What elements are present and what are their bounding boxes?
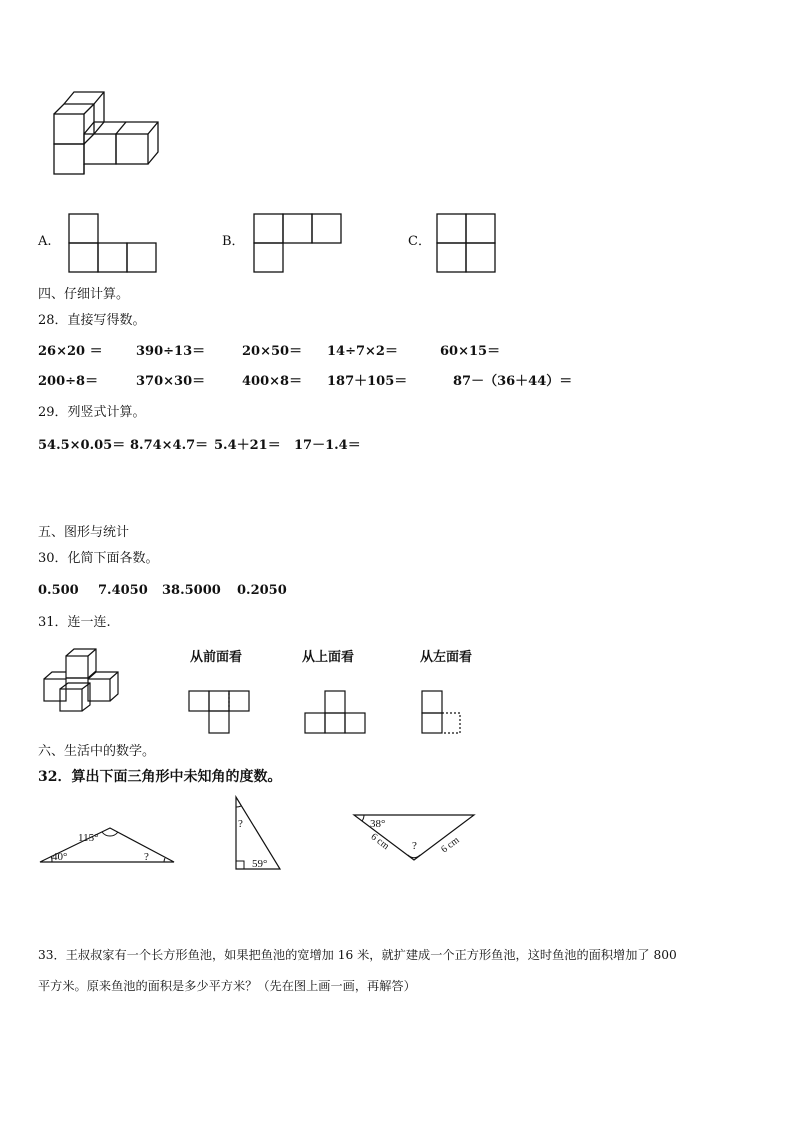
- q32-title: 32．算出下面三角形中未知角的度数。: [38, 769, 282, 785]
- q28-r2-c3: 400×8＝: [242, 374, 303, 389]
- tri1-top-angle: 115°: [78, 832, 99, 844]
- q32-triangle-2: [228, 795, 288, 875]
- q30-item-4: 0.2050: [237, 583, 287, 598]
- q31-cube-figure: [42, 647, 126, 715]
- tri2-bottom-angle: 59°: [252, 858, 268, 870]
- cube-stack-figure: [48, 86, 168, 182]
- option-b-figure: [253, 213, 345, 273]
- q31-view-left-figure: [420, 690, 466, 736]
- section4-title: 四、仔细计算。: [38, 287, 130, 302]
- tri3-right-side: 6 cm: [439, 834, 462, 856]
- tri3-top-left-angle: 38°: [370, 818, 386, 830]
- q30-item-1: 0.500: [38, 583, 79, 598]
- option-c-label: C．: [408, 234, 431, 249]
- q31-view-left-label: 从左面看: [420, 650, 473, 665]
- q33-line-2: 平方米。原来鱼池的面积是多少平方米？（先在图上画一画，再解答）: [38, 979, 416, 993]
- tri1-right-angle: ?: [144, 851, 149, 863]
- tri3-bottom-angle: ?: [412, 840, 417, 852]
- tri1-left-angle: 40°: [52, 851, 68, 863]
- q32-triangle-1: [38, 824, 178, 868]
- q28-r2-c1: 200÷8＝: [38, 374, 99, 389]
- q29-item-4: 17－1.4＝: [294, 438, 361, 453]
- q29-title: 29．列竖式计算。: [38, 405, 146, 420]
- q33-line-1: 33．王叔叔家有一个长方形鱼池，如果把鱼池的宽增加 16 米，就扩建成一个正方形鱼池，这时鱼池的面积增加了 800: [38, 948, 677, 962]
- q29-item-1: 54.5×0.05＝: [38, 438, 126, 453]
- q28-r1-c3: 20×50＝: [242, 344, 303, 359]
- q28-r1-c1: 26×20 ＝: [38, 344, 103, 359]
- q29-item-2: 8.74×4.7＝: [130, 438, 209, 453]
- q30-title: 30．化简下面各数。: [38, 551, 159, 566]
- q28-title: 28．直接写得数。: [38, 313, 146, 328]
- section6-title: 六、生活中的数学。: [38, 744, 156, 759]
- section5-title: 五、图形与统计: [38, 525, 130, 540]
- q28-r2-c4: 187＋105＝: [327, 374, 408, 389]
- q29-item-3: 5.4＋21＝: [214, 438, 281, 453]
- q31-view-front-figure: [188, 690, 254, 736]
- q31-view-top-label: 从上面看: [302, 650, 355, 665]
- option-c-figure: [436, 213, 498, 273]
- option-a-figure: [68, 213, 160, 273]
- q31-title: 31．连一连.: [38, 615, 111, 630]
- tri2-top-angle: ?: [238, 818, 243, 830]
- q30-item-3: 38.5000: [162, 583, 221, 598]
- q31-view-top-figure: [304, 690, 368, 736]
- option-a-label: A.: [38, 234, 52, 249]
- q28-r1-c5: 60×15＝: [440, 344, 501, 359]
- tri3-left-side: 6 cm: [368, 831, 391, 853]
- q32-triangle-3: [350, 812, 478, 864]
- q28-r1-c4: 14÷7×2＝: [327, 344, 398, 359]
- q30-item-2: 7.4050: [98, 583, 148, 598]
- q28-r2-c2: 370×30＝: [136, 374, 206, 389]
- q28-r1-c2: 390÷13＝: [136, 344, 206, 359]
- option-b-label: B．: [222, 234, 245, 249]
- q31-view-front-label: 从前面看: [190, 650, 243, 665]
- q28-r2-c5: 87－（36＋44）＝: [453, 374, 573, 389]
